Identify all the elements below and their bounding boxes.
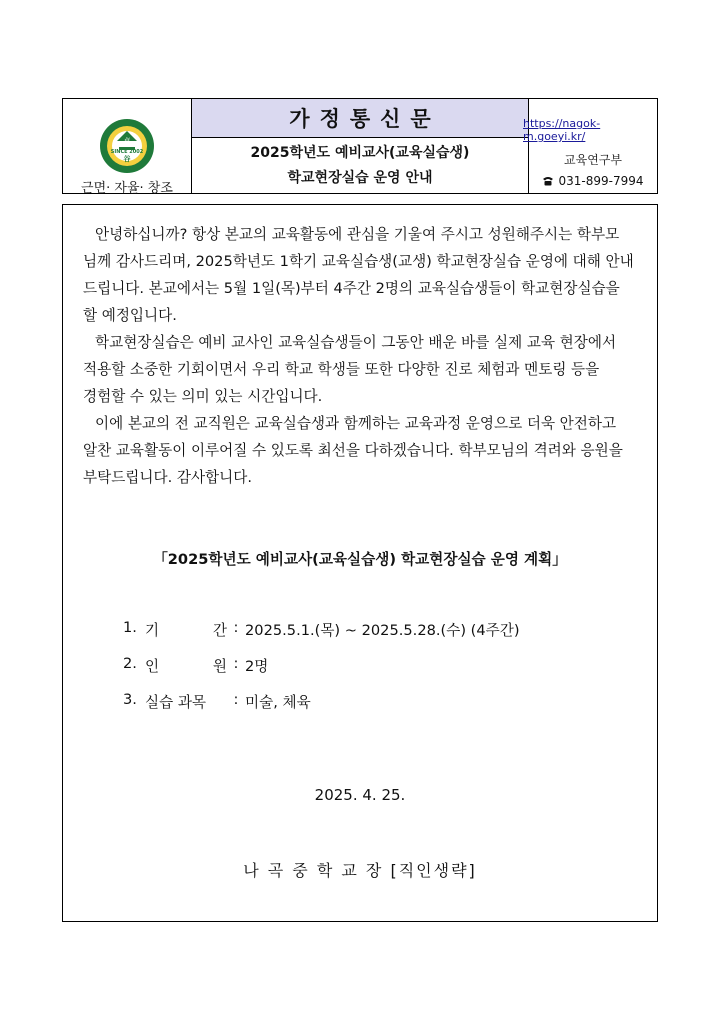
plan-item-subjects: 3. 실습 과목 : 미술, 체육 [123, 691, 311, 711]
phone-line [542, 174, 643, 188]
contact-cell [523, 99, 657, 193]
item-value: 미술, 체육 [245, 694, 311, 711]
plan-title: 「2025학년도 예비교사(교육실습생) 학교현장실습 운영 계획」 [153, 551, 567, 568]
school-emblem-icon [95, 117, 159, 175]
para1-line: 드립니다. 본교에서는 5월 1일(목)부터 4주간 2명의 교육실습생들이 학교현장실습을 [83, 280, 620, 297]
school-motto: 근면· 자율· 창조 [81, 181, 173, 196]
school-logo-cell [63, 99, 192, 196]
item-value: 2명 [245, 658, 269, 675]
emblem-since-text: SINCE 2002 [110, 149, 144, 155]
subtitle-line-2: 학교현장실습 운영 안내 [287, 169, 433, 186]
item-label-char: 간 [212, 622, 227, 639]
item-label-char: 기 [145, 622, 160, 639]
principal-signature: 나 곡 중 학 교 장 [직인생략] [243, 861, 477, 880]
para2-line: 경험할 수 있는 의미 있는 시간입니다. [83, 388, 323, 405]
item-label-char: 원 [212, 658, 227, 675]
para3-line: 이에 본교의 전 교직원은 교육실습생과 함께하는 교육과정 운영으로 더욱 안전하고 [95, 415, 617, 432]
item-label [145, 619, 227, 640]
item-number: 3. [123, 691, 137, 708]
issue-date: 2025. 4. 25. [314, 786, 406, 804]
closing-paragraph [83, 410, 645, 491]
title-cell [192, 99, 529, 193]
item-label [145, 691, 227, 712]
document-title: 가정통신문 [192, 99, 528, 138]
subtitle-block [192, 138, 528, 193]
para1-line: 님께 감사드리며, 2025학년도 1학기 교육실습생(교생) 학교현장실습 운영에 대해 안내 [83, 253, 634, 270]
school-url-link[interactable]: https://nagok-m.goeyi.kr/ [523, 117, 601, 143]
purpose-paragraph [83, 329, 645, 410]
greeting-paragraph [83, 221, 645, 329]
subtitle-line-1: 2025학년도 예비교사(교육실습생) [250, 144, 470, 161]
item-value: 2025.5.1.(목) ~ 2025.5.28.(수) (4주간) [245, 622, 520, 639]
plan-item-personnel: 2. 인 원 : 2명 [123, 655, 269, 675]
para1-line: 안녕하십니까? 항상 본교의 교육활동에 관심을 기울여 주시고 성원해주시는 학부모 [95, 226, 620, 243]
item-label-char: 인 [145, 658, 160, 675]
item-number: 2. [123, 655, 137, 672]
item-label-char: 실습 과목 [145, 694, 207, 711]
department-label: 교육연구부 [564, 153, 622, 167]
para2-line: 학교현장실습은 예비 교사인 교육실습생들이 그동안 배운 바를 실제 교육 현장에서 [95, 334, 617, 351]
para1-line: 할 예정입니다. [83, 307, 177, 324]
para2-line: 적용할 소중한 기회이면서 우리 학교 학생들 또한 다양한 진로 체험과 멘토링 등을 [83, 361, 600, 378]
emblem-glyph-top: 貞 [123, 137, 131, 145]
letter-header [62, 98, 658, 194]
phone-number: 031-899-7994 [558, 174, 644, 188]
plan-item-period: 1. 기 간 : 2025.5.1.(목) ~ 2025.5.28.(수) (4주간) [123, 619, 520, 639]
para3-line: 부탁드립니다. 감사합니다. [83, 469, 252, 486]
emblem-glyph-bottom: 谷 [123, 155, 131, 163]
item-label [145, 655, 227, 676]
item-number: 1. [123, 619, 137, 636]
letter-body [62, 204, 658, 922]
para3-line: 알찬 교육활동이 이루어질 수 있도록 최선을 다하겠습니다. 학부모님의 격려와 응원을 [83, 442, 623, 459]
phone-icon [542, 176, 554, 186]
